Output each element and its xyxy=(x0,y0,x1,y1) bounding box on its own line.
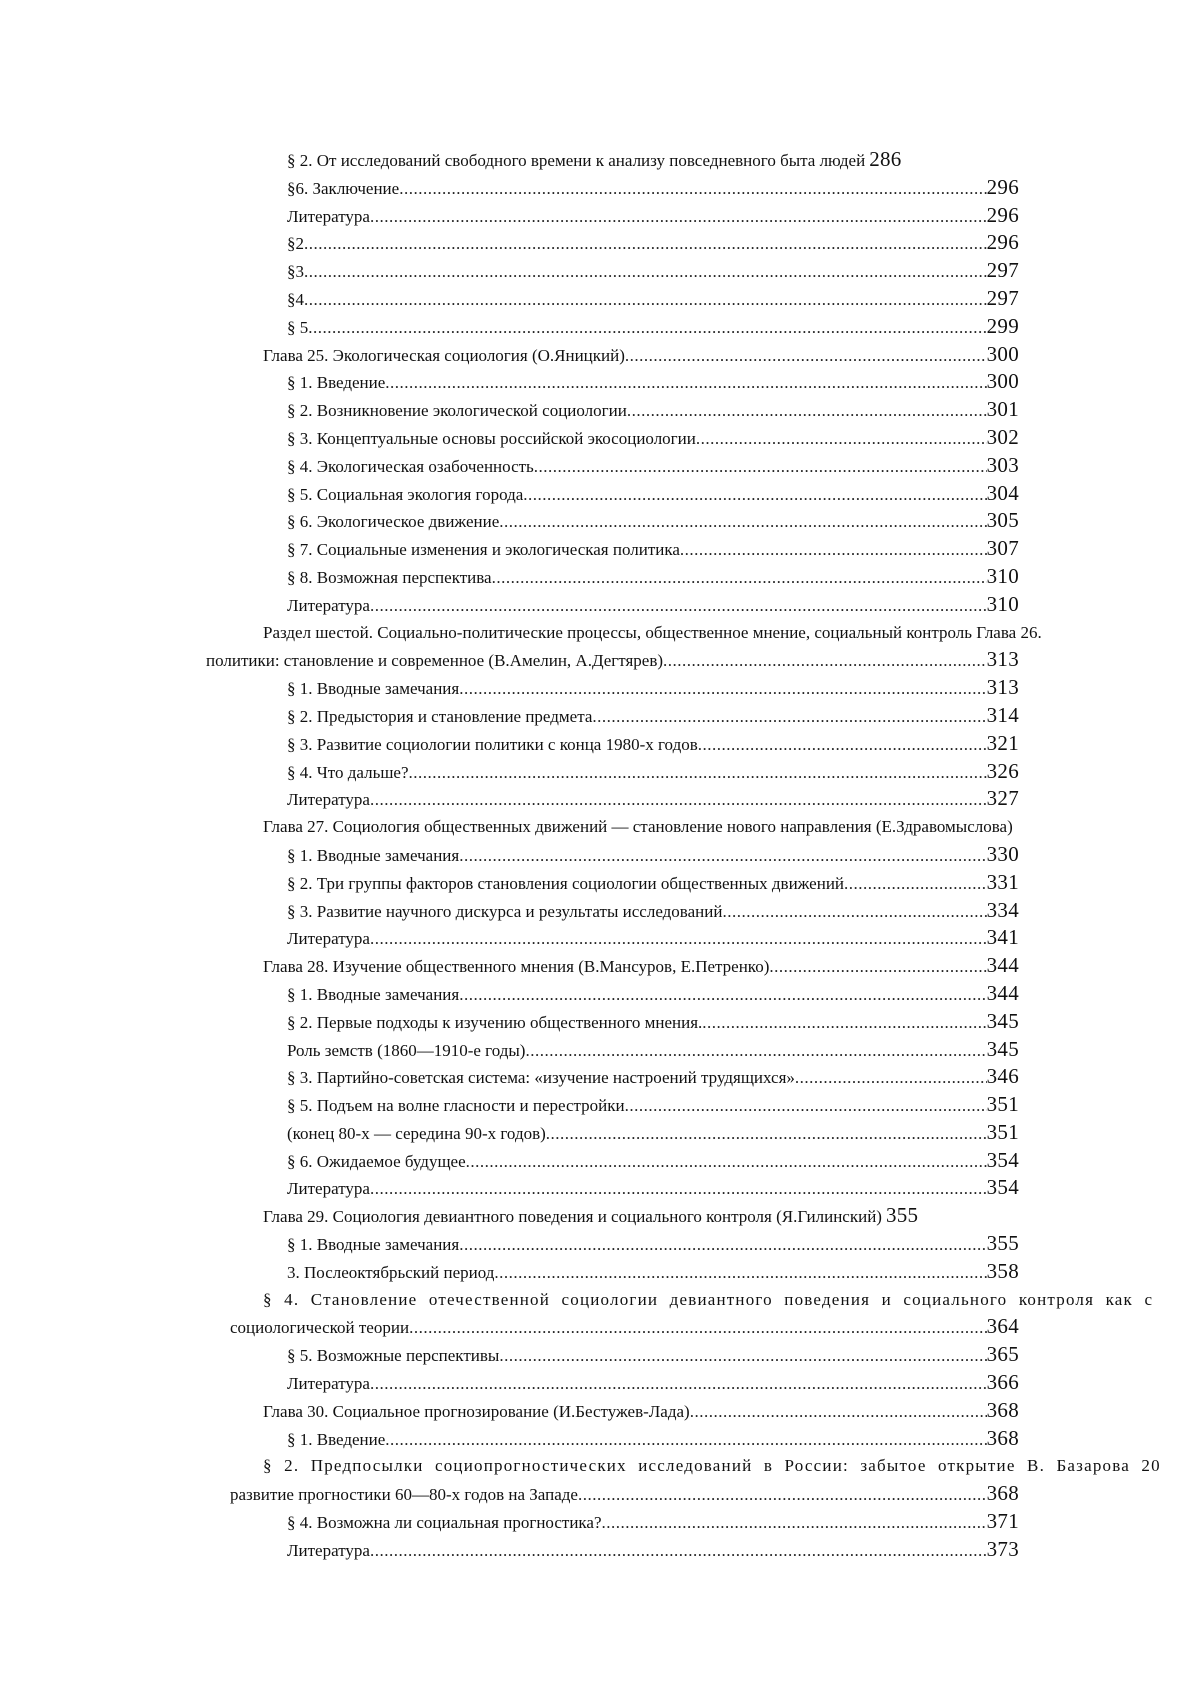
dot-leader xyxy=(499,1342,986,1370)
toc-section-line xyxy=(287,563,1019,592)
toc-entry-title: § 2. Первые подходы к изучению общественного мнения. xyxy=(287,1012,703,1032)
toc-section-line xyxy=(287,1425,1019,1454)
toc-entry-title: § 2. Предыстория и становление предмета xyxy=(287,706,593,726)
dot-leader xyxy=(370,1175,987,1203)
toc-section-line xyxy=(206,646,1019,675)
toc-entry-title: § 1. Введение xyxy=(287,1429,386,1449)
dot-leader xyxy=(459,1231,986,1259)
toc-section-line xyxy=(287,1341,1019,1370)
toc-section-line xyxy=(287,1147,1019,1176)
toc-entry-title: §2 xyxy=(287,234,304,254)
toc-section-line xyxy=(287,674,1019,703)
toc-page-number: 302 xyxy=(986,424,1019,449)
toc-entry-title: § 5. Подъем на волне гласности и перестройки xyxy=(287,1096,625,1116)
toc-entry xyxy=(0,202,1200,230)
dot-leader xyxy=(308,314,986,342)
toc-section-line xyxy=(287,257,1019,286)
toc-section-line xyxy=(287,535,1019,564)
dot-leader xyxy=(304,286,987,314)
toc-page-number: 364 xyxy=(986,1314,1019,1339)
toc-entry xyxy=(0,1008,1200,1036)
toc-entry xyxy=(0,1147,1200,1175)
dot-leader xyxy=(459,675,986,703)
toc-entry-title: § 1. Вводные замечания xyxy=(287,1235,460,1255)
toc-page-number: 346 xyxy=(986,1064,1019,1089)
toc-entry xyxy=(0,480,1200,508)
toc-entry xyxy=(0,1174,1200,1202)
toc-entry xyxy=(0,1119,1200,1147)
toc-entry-title: Литература xyxy=(287,1374,370,1394)
toc-section-line xyxy=(287,1008,1019,1037)
toc-entry xyxy=(0,313,1200,341)
dot-leader xyxy=(385,369,986,397)
toc-entry xyxy=(0,1425,1200,1453)
toc-entry xyxy=(0,1230,1200,1258)
toc-page-number: 358 xyxy=(986,1258,1019,1283)
dot-leader xyxy=(370,1537,987,1565)
dot-leader xyxy=(680,536,987,564)
toc-section-line xyxy=(287,1536,1019,1565)
toc-page-number: 296 xyxy=(986,202,1019,227)
toc-entry-title: § 5. Социальная экология города xyxy=(287,484,524,504)
toc-entry xyxy=(0,869,1200,897)
toc-chapter-line xyxy=(263,1202,1019,1231)
toc-section-line xyxy=(263,1452,1200,1480)
toc-entry xyxy=(0,1286,1200,1314)
toc-entry xyxy=(0,257,1200,285)
dot-leader xyxy=(459,981,986,1009)
toc-entry xyxy=(0,1369,1200,1397)
dot-leader xyxy=(370,1370,987,1398)
dot-leader xyxy=(409,759,987,787)
toc-entry xyxy=(0,924,1200,952)
toc-section-line xyxy=(287,285,1019,314)
toc-page-number: 365 xyxy=(986,1342,1019,1367)
dot-leader xyxy=(696,425,987,453)
toc-entry-title: § 6. Ожидаемое будущее xyxy=(287,1151,466,1171)
toc-section-line xyxy=(287,1508,1019,1537)
toc-page-number: 368 xyxy=(986,1425,1019,1450)
toc-entry-title: Глава 29. Социология девиантного поведения и социального контроля (Я.Гилинский) xyxy=(263,1207,882,1227)
toc-section-line xyxy=(287,1369,1019,1398)
toc-entry xyxy=(0,174,1200,202)
toc-section-line xyxy=(230,1480,1019,1509)
dot-leader xyxy=(578,1481,987,1509)
dot-leader xyxy=(370,592,987,620)
toc-section-line xyxy=(287,507,1019,536)
toc-entry xyxy=(0,507,1200,535)
dot-leader xyxy=(627,397,987,425)
toc-section-line xyxy=(287,174,1019,203)
toc-entry-title: § 7. Социальные изменения и экологическая политика xyxy=(287,540,680,560)
dot-leader xyxy=(499,508,986,536)
toc-page-number: 314 xyxy=(986,702,1019,727)
toc-entry-title: § 4. Возможна ли социальная прогностика? xyxy=(287,1513,602,1533)
toc-page-number: 313 xyxy=(986,647,1019,672)
toc-chapter-line xyxy=(263,952,1019,981)
dot-leader xyxy=(663,647,987,675)
toc-entry-title: § 2. От исследований свободного времени к анализу повседневного быта людей xyxy=(287,151,866,170)
toc-entry-title: § 1. Вводные замечания xyxy=(287,984,460,1004)
toc-entry-title: §4 xyxy=(287,289,304,309)
toc-entry xyxy=(0,1313,1200,1341)
toc-page-number: 355 xyxy=(885,1203,919,1228)
toc-page-number: 366 xyxy=(986,1370,1019,1395)
toc-section-line xyxy=(287,1258,1019,1287)
dot-leader xyxy=(534,453,987,481)
toc-entry xyxy=(0,1091,1200,1119)
toc-section-line xyxy=(287,924,1019,953)
toc-section-line xyxy=(287,1091,1019,1120)
dot-leader xyxy=(409,1314,987,1342)
toc-section-line xyxy=(287,1063,1019,1092)
dot-leader xyxy=(304,230,987,258)
toc-entry xyxy=(0,591,1200,619)
toc-entry xyxy=(0,452,1200,480)
toc-section-line xyxy=(263,813,1200,841)
toc-page-number: 345 xyxy=(986,1036,1019,1061)
toc-entry xyxy=(0,535,1200,563)
toc-entry-title: § 5 xyxy=(287,317,309,337)
toc-entry xyxy=(0,424,1200,452)
toc-page-number: 296 xyxy=(986,174,1019,199)
dot-leader xyxy=(592,703,986,731)
toc-page-number: 303 xyxy=(986,452,1019,477)
dot-leader xyxy=(844,870,987,898)
table-of-contents xyxy=(0,146,1200,1564)
toc-entry xyxy=(0,229,1200,257)
toc-section-line xyxy=(287,980,1019,1009)
dot-leader xyxy=(546,1120,987,1148)
toc-entry-title: Глава 28. Изучение общественного мнения (В.Мансуров, Е.Петренко) xyxy=(263,957,770,977)
toc-page-number: 297 xyxy=(986,258,1019,283)
toc-entry-title: § 3. Развитие социологии политики с конца 1980-х годов xyxy=(287,734,698,754)
toc-entry xyxy=(0,619,1200,647)
dot-leader xyxy=(370,203,987,231)
toc-chapter-line xyxy=(263,1397,1019,1426)
toc-entry-title: социологической теории xyxy=(230,1318,410,1338)
toc-section-line xyxy=(263,1286,1200,1314)
toc-page-number: 300 xyxy=(986,341,1019,366)
toc-page-number: 304 xyxy=(986,480,1019,505)
toc-page-number: 327 xyxy=(986,786,1019,811)
toc-page-number: 300 xyxy=(986,369,1019,394)
toc-page-number: 368 xyxy=(986,1397,1019,1422)
toc-entry-title: (конец 80-х — середина 90-х годов) xyxy=(287,1123,546,1143)
toc-section-line xyxy=(287,1174,1019,1203)
toc-page-number: 351 xyxy=(986,1119,1019,1144)
toc-page-number: 313 xyxy=(986,675,1019,700)
toc-section-line xyxy=(287,368,1019,397)
toc-entry xyxy=(0,785,1200,813)
toc-section-line xyxy=(287,424,1019,453)
toc-entry-title: § 2. Возникновение экологической социологии xyxy=(287,401,627,421)
toc-entry xyxy=(0,1452,1200,1480)
toc-entry xyxy=(0,1397,1200,1425)
dot-leader xyxy=(698,731,987,759)
toc-page-number: 345 xyxy=(986,1008,1019,1033)
toc-page-number: 310 xyxy=(986,591,1019,616)
toc-page-number: 354 xyxy=(986,1175,1019,1200)
toc-entry xyxy=(0,1036,1200,1064)
toc-entry-title: Литература xyxy=(287,206,370,226)
toc-entry xyxy=(0,341,1200,369)
toc-entry-title: § 1. Вводные замечания xyxy=(287,845,460,865)
toc-page-number: 355 xyxy=(986,1231,1019,1256)
toc-entry xyxy=(0,646,1200,674)
toc-page-number: 301 xyxy=(986,397,1019,422)
toc-entry-title: Глава 25. Экологическая социология (О.Яницкий) xyxy=(263,345,625,365)
toc-entry xyxy=(0,1258,1200,1286)
toc-page-number: 344 xyxy=(986,953,1019,978)
toc-entry xyxy=(0,730,1200,758)
toc-page-number: 307 xyxy=(986,536,1019,561)
toc-entry xyxy=(0,897,1200,925)
toc-section-line xyxy=(287,1036,1019,1065)
toc-section-line xyxy=(287,229,1019,258)
toc-entry-title: Литература xyxy=(287,1179,370,1199)
toc-page-number: 297 xyxy=(986,285,1019,310)
toc-entry-title: §6. Заключение xyxy=(287,178,400,198)
dot-leader xyxy=(492,564,987,592)
toc-page-number: 344 xyxy=(986,980,1019,1005)
toc-entry-title: Литература xyxy=(287,790,370,810)
toc-entry xyxy=(0,758,1200,786)
toc-entry xyxy=(0,813,1200,841)
toc-section-line xyxy=(287,758,1019,787)
dot-leader xyxy=(795,1064,987,1092)
toc-entry xyxy=(0,674,1200,702)
dot-leader xyxy=(690,1398,987,1426)
toc-section-line xyxy=(287,1230,1019,1259)
toc-entry xyxy=(0,952,1200,980)
toc-entry xyxy=(0,702,1200,730)
toc-entry xyxy=(0,563,1200,591)
toc-page-number: 371 xyxy=(986,1509,1019,1534)
toc-entry-title: Литература xyxy=(287,595,370,615)
toc-entry xyxy=(0,1508,1200,1536)
toc-page-number: 354 xyxy=(986,1147,1019,1172)
toc-entry-title: Литература xyxy=(287,1540,370,1560)
dot-leader xyxy=(602,1509,987,1537)
toc-entry-title: Роль земств (1860—1910-е годы) xyxy=(287,1040,526,1060)
dot-leader xyxy=(722,898,986,926)
toc-entry xyxy=(0,1341,1200,1369)
toc-entry-title: политики: становление и современное (В.Амелин, А.Дегтярев) xyxy=(206,651,664,671)
dot-leader xyxy=(370,786,987,814)
toc-entry xyxy=(0,146,1200,174)
dot-leader xyxy=(523,481,986,509)
toc-page-number: 310 xyxy=(986,563,1019,588)
toc-entry-title: §3 xyxy=(287,262,304,282)
toc-entry-title: § 3. Концептуальные основы российской экосоциологии xyxy=(287,428,696,448)
toc-entry-title: Глава 27. Социология общественных движений — становление нового направления (Е.Здравомыслова) xyxy=(263,817,1013,837)
toc-entry-title: развитие прогностики 60—80-х годов на Западе xyxy=(230,1485,578,1505)
dot-leader xyxy=(625,1092,987,1120)
dot-leader xyxy=(494,1259,986,1287)
toc-entry xyxy=(0,980,1200,1008)
toc-entry-title: Литература xyxy=(287,929,370,949)
toc-page-number: 373 xyxy=(986,1536,1019,1561)
dot-leader xyxy=(625,342,987,370)
toc-page-number: 331 xyxy=(986,869,1019,894)
toc-entry-title: Глава 30. Социальное прогнозирование (И.Бестужев-Лада) xyxy=(263,1401,690,1421)
toc-entry xyxy=(0,1536,1200,1564)
toc-section-line xyxy=(287,702,1019,731)
toc-page-number: 368 xyxy=(986,1481,1019,1506)
toc-entry xyxy=(0,285,1200,313)
toc-page-number: 351 xyxy=(986,1092,1019,1117)
toc-entry-title: § 2. Три группы факторов становления социологии общественных движений xyxy=(287,873,845,893)
toc-section-line xyxy=(230,1313,1019,1342)
toc-entry-title: § 4. Что дальше? xyxy=(287,762,409,782)
toc-section-line xyxy=(287,202,1019,231)
toc-section-line xyxy=(287,1119,1019,1148)
toc-entry xyxy=(0,1202,1200,1230)
toc-entry xyxy=(0,1480,1200,1508)
dot-leader xyxy=(769,953,986,981)
dot-leader xyxy=(525,1037,986,1065)
toc-section-line xyxy=(287,785,1019,814)
toc-page-number: 286 xyxy=(869,147,902,171)
toc-entry-title: § 1. Введение xyxy=(287,373,386,393)
toc-page-number: 341 xyxy=(986,925,1019,950)
toc-section-line xyxy=(287,869,1019,898)
toc-page-number: 326 xyxy=(986,758,1019,783)
toc-page-number: 299 xyxy=(986,313,1019,338)
dot-leader xyxy=(459,842,986,870)
toc-section-line xyxy=(287,452,1019,481)
toc-chapter-line xyxy=(263,341,1019,370)
toc-page-number: 334 xyxy=(986,897,1019,922)
dot-leader xyxy=(385,1426,986,1454)
toc-entry-title: § 1. Вводные замечания xyxy=(287,679,460,699)
toc-section-line xyxy=(287,591,1019,620)
toc-entry-title: § 6. Экологическое движение xyxy=(287,512,500,532)
toc-section-line xyxy=(287,313,1019,342)
toc-page-number: 330 xyxy=(986,841,1019,866)
toc-entry-title: § 8. Возможная перспектива xyxy=(287,567,492,587)
dot-leader xyxy=(466,1148,987,1176)
toc-entry xyxy=(0,396,1200,424)
toc-entry-title: Раздел шестой. Социально-политические процессы, общественное мнение, социальный контроль Глава 26. xyxy=(263,622,1042,642)
dot-leader xyxy=(399,175,986,203)
toc-entry-title: § 3. Развитие научного дискурса и результаты исследований xyxy=(287,901,723,921)
toc-entry xyxy=(0,1063,1200,1091)
toc-page-number: 321 xyxy=(986,730,1019,755)
toc-section-line xyxy=(263,619,1200,647)
toc-section-line xyxy=(287,146,1019,175)
toc-entry xyxy=(0,841,1200,869)
toc-section-line xyxy=(287,480,1019,509)
toc-section-line xyxy=(287,730,1019,759)
toc-entry-title: § 5. Возможные перспективы xyxy=(287,1346,500,1366)
toc-section-line xyxy=(287,396,1019,425)
toc-page-number: 296 xyxy=(986,230,1019,255)
dot-leader xyxy=(702,1009,986,1037)
toc-entry-title: § 4. Становление отечественной социологии девиантного поведения и социального контроля как с xyxy=(263,1289,1154,1309)
toc-entry-title: § 2. Предпосылки социопрогностических исследований в России: забытое открытие В. Базарова 20 xyxy=(263,1456,1161,1476)
toc-entry-title: § 4. Экологическая озабоченность xyxy=(287,456,534,476)
toc-entry-title: § 3. Партийно-советская система: «изучение настроений трудящихся» xyxy=(287,1068,795,1088)
toc-entry-title: 3. Послеоктябрьский период xyxy=(287,1262,495,1282)
toc-section-line xyxy=(287,841,1019,870)
dot-leader xyxy=(304,258,987,286)
toc-page-number: 305 xyxy=(986,508,1019,533)
toc-entry xyxy=(0,368,1200,396)
dot-leader xyxy=(370,925,987,953)
toc-section-line xyxy=(287,897,1019,926)
